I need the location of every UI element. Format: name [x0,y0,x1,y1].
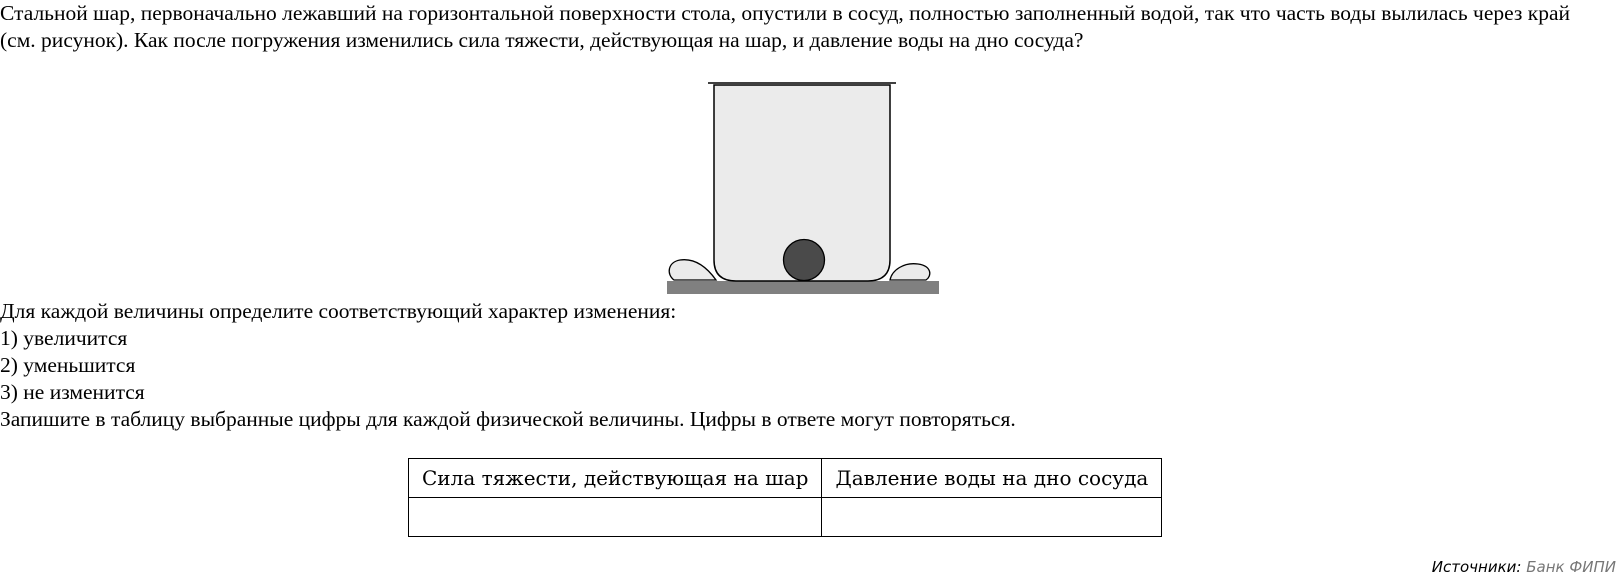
instructions-intro: Для каждой величины определите соответствующий характер изменения: [0,299,677,323]
option-no-change: 3) не изменится [0,380,145,404]
header-water-pressure: Давление воды на дно сосуда [822,459,1162,498]
option-increase: 1) увеличится [0,326,128,350]
steel-ball [784,240,825,281]
table-header-row [409,459,1162,498]
answer-table [408,458,1162,537]
instructions-note: Запишите в таблицу выбранные цифры для каждой физической величины. Цифры в ответе могут повторяться. [0,407,1016,431]
sources [1432,558,1616,576]
sources-label: Источники: [1431,558,1522,576]
answer-cell-gravity-force[interactable] [409,498,822,537]
question-text: Стальной шар, первоначально лежавший на горизонтальной поверхности стола, опустили в сосуд, полностью заполненный водой, так что часть воды вылилась через край (см. рисунок). Как после погружения изменились сила тяжести, действующая на шар, и давление воды на дно сосуда? [0,1,1571,52]
spilled-water-left [669,260,716,280]
instructions-block [0,298,1016,433]
vessel-figure [660,78,950,298]
option-decrease: 2) уменьшится [0,353,136,377]
answer-cell-water-pressure[interactable] [822,498,1162,537]
spilled-water-right [890,264,930,280]
header-gravity-force: Сила тяжести, действующая на шар [409,459,822,498]
table-surface [667,281,939,294]
table-answer-row [409,498,1162,537]
sources-link[interactable]: Банк ФИПИ [1526,558,1616,576]
